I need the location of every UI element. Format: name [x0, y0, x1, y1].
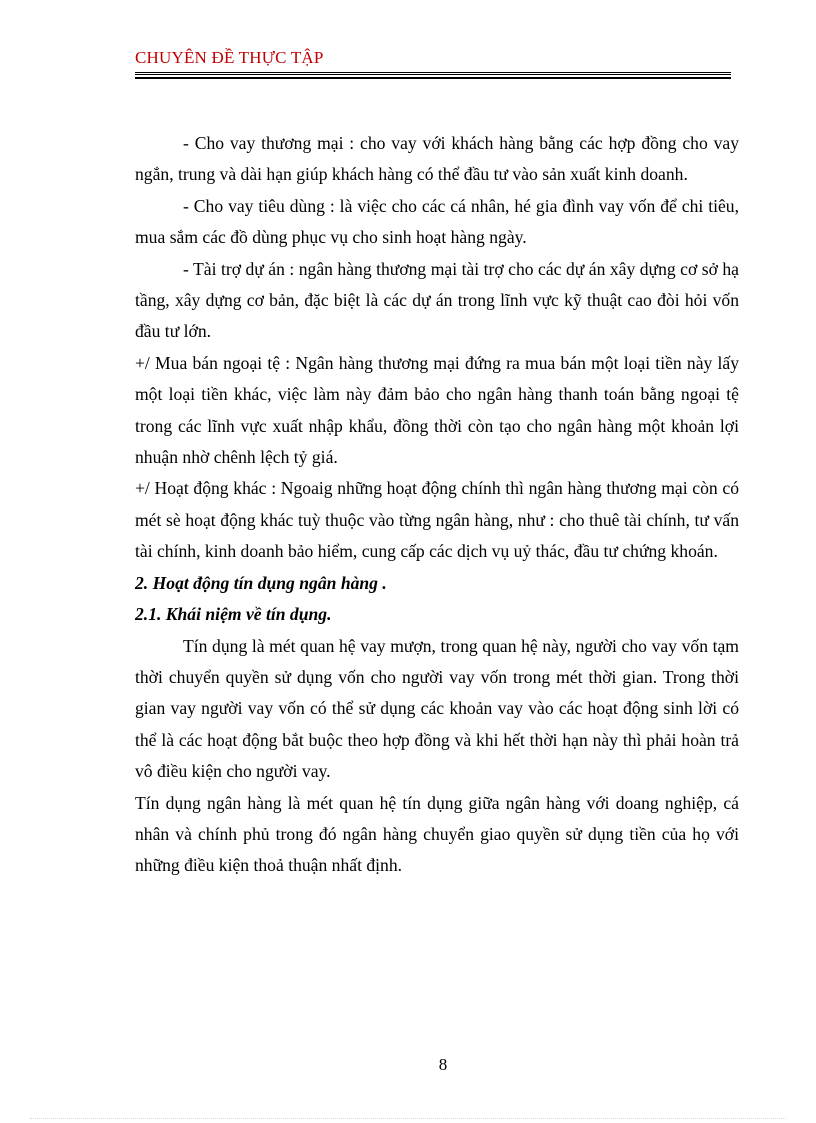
header-title: CHUYÊN ĐỀ THỰC TẬP — [135, 48, 324, 67]
paragraph-consumer-loan: - Cho vay tiêu dùng : là việc cho các cá nhân, hé gia đình vay vốn để chi tiêu, mua sắm các đồ dùng phục vụ cho sinh hoạt hàng ngày. — [135, 195, 739, 248]
header-rule-thick — [135, 77, 731, 79]
header-rule-middle — [135, 74, 731, 75]
paragraph-foreign-exchange: +/ Mua bán ngoại tệ : Ngân hàng thương mại đứng ra mua bán một loại tiền này lấy một loại tiền khác, việc làm này đảm bảo cho ngân hàng thanh toán bằng ngoại tệ trong các lĩnh vực xuất nhập khẩu, đồng thời còn tạo cho ngân hàng một khoản lợi nhuận nhờ chênh lệch tỷ giá. — [135, 352, 739, 468]
paragraph-bank-credit-definition: Tín dụng ngân hàng là mét quan hệ tín dụng giữa ngân hàng với doang nghiệp, cá nhân và chính phủ trong đó ngân hàng chuyển giao quyền sử dụng tiền của họ với những điều kiện thoả thuận nhất định. — [135, 792, 739, 876]
header-rule-thin — [135, 72, 731, 73]
paragraph-other-activities: +/ Hoạt động khác : Ngoaig những hoạt động chính thì ngân hàng thương mại còn có mét sè hoạt động khác tuỳ thuộc vào từng ngân hàng, như : cho thuê tài chính, tư vấn tài chính, kinh doanh bảo hiểm, cung cấp các dịch vụ uỷ thác, đầu tư chứng khoán. — [135, 478, 739, 562]
paragraph-commercial-loan: - Cho vay thương mại : cho vay với khách hàng bằng các hợp đồng cho vay ngắn, trung và dài hạn giúp khách hàng có thể đầu tư vào sản xuất kinh doanh. — [135, 133, 739, 185]
paragraph-project-finance: - Tài trợ dự án : ngân hàng thương mại tài trợ cho các dự án xây dựng cơ sở hạ tầng, xây dựng cơ bản, đặc biệt là các dự án trong lĩnh vực kỹ thuật cao đòi hỏi vốn đầu tư lớn. — [135, 258, 739, 342]
subsection-heading-credit-concept: 2.1. Khái niệm về tín dụng. — [135, 604, 332, 625]
footer-dotted-line — [30, 1118, 786, 1119]
document-body — [135, 128, 739, 882]
section-heading-credit-activity: 2. Hoạt động tín dụng ngân hàng . — [135, 572, 387, 593]
paragraph-credit-definition: Tín dụng là mét quan hệ vay mượn, trong quan hệ này, người cho vay vốn tạm thời chuyển quyền sử dụng vốn cho người vay vốn trong mét thời gian. Trong thời gian vay người vay vốn có thể sử dụng các khoản vay vào các hoạt động sinh lời có thể là các hoạt động bắt buộc theo hợp đồng và khi hết thời hạn này thì phải hoàn trả vô điều kiện cho người vay. — [135, 635, 739, 782]
page-number: 8 — [438, 1055, 448, 1074]
